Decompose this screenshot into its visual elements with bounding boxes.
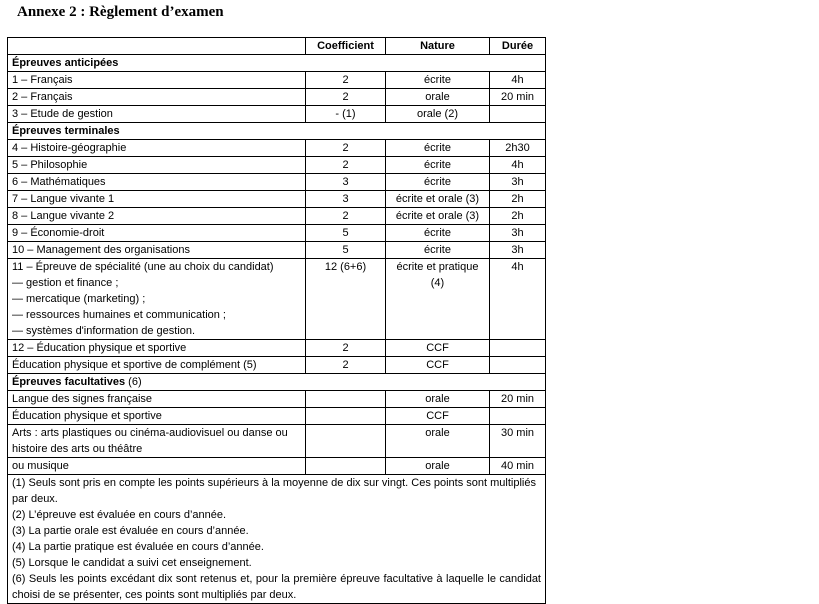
- cell-nature: orale (2): [386, 106, 490, 123]
- table-row: [8, 106, 546, 123]
- table-row: [8, 157, 546, 174]
- cell-epreuve: 6 – Mathématiques: [8, 174, 306, 191]
- cell-nature: CCF: [386, 357, 490, 374]
- table-row: [8, 72, 546, 89]
- cell-coefficient: 3: [306, 174, 386, 191]
- footnote: (1) Seuls sont pris en compte les points supérieurs à la moyenne de dix sur vingt. Ces points sont multipliés par deux.: [12, 477, 536, 505]
- cell-nature: écrite: [386, 242, 490, 259]
- header-coefficient: Coefficient: [306, 38, 386, 55]
- exam-rules-table: [7, 37, 546, 604]
- cell-duree: 4h: [490, 72, 546, 89]
- table-row: [8, 225, 546, 242]
- cell-nature: orale: [386, 458, 490, 475]
- cell-coefficient: 2: [306, 72, 386, 89]
- cell-coefficient: 2: [306, 140, 386, 157]
- cell-coefficient: 3: [306, 191, 386, 208]
- cell-duree: [490, 340, 546, 357]
- cell-coefficient: [306, 425, 386, 458]
- cell-duree: 40 min: [490, 458, 546, 475]
- cell-epreuve: 9 – Économie-droit: [8, 225, 306, 242]
- cell-duree: 20 min: [490, 391, 546, 408]
- section-footnote-ref: (6): [125, 376, 142, 388]
- cell-epreuve: ou musique: [8, 458, 306, 475]
- cell-nature: écrite: [386, 157, 490, 174]
- footnote: (6) Seuls les points excédant dix sont retenus et, pour la première épreuve facultative à laquelle le candidat choisi de se présenter, ces points sont multipliés par deux.: [12, 573, 541, 601]
- cell-epreuve: 4 – Histoire-géographie: [8, 140, 306, 157]
- specialite-option: — gestion et finance ;: [12, 277, 119, 289]
- cell-coefficient: [306, 391, 386, 408]
- cell-coefficient: 5: [306, 242, 386, 259]
- cell-epreuve: Arts : arts plastiques ou cinéma-audiovisuel ou danse ou histoire des arts ou théâtre: [8, 425, 306, 458]
- section-row-facultatives: [8, 374, 546, 391]
- cell-nature: écrite: [386, 140, 490, 157]
- page-title: Annexe 2 : Règlement d’examen: [17, 4, 224, 20]
- cell-coefficient: 2: [306, 340, 386, 357]
- header-nature: Nature: [386, 38, 490, 55]
- specialite-option: — systèmes d'information de gestion.: [12, 325, 196, 337]
- header-epreuve: [8, 38, 306, 55]
- cell-epreuve: Éducation physique et sportive: [8, 408, 306, 425]
- cell-coefficient: - (1): [306, 106, 386, 123]
- footnote: (3) La partie orale est évaluée en cours d’année.: [12, 525, 249, 537]
- cell-coefficient: 2: [306, 157, 386, 174]
- cell-nature: CCF: [386, 408, 490, 425]
- cell-nature: CCF: [386, 340, 490, 357]
- cell-coefficient: 12 (6+6): [306, 259, 386, 340]
- section-row-terminales: [8, 123, 546, 140]
- cell-epreuve: 3 – Etude de gestion: [8, 106, 306, 123]
- table-row: [8, 89, 546, 106]
- cell-epreuve: 8 – Langue vivante 2: [8, 208, 306, 225]
- cell-nature: orale: [386, 425, 490, 458]
- cell-coefficient: 2: [306, 89, 386, 106]
- nature-line: écrite et pratique: [396, 261, 479, 273]
- cell-epreuve: 1 – Français: [8, 72, 306, 89]
- table-row: [8, 391, 546, 408]
- cell-duree: 20 min: [490, 89, 546, 106]
- cell-coefficient: [306, 408, 386, 425]
- footnote: (2) L’épreuve est évaluée en cours d’année.: [12, 509, 227, 521]
- cell-duree: [490, 408, 546, 425]
- cell-nature: [386, 259, 490, 340]
- footnotes: [8, 475, 546, 604]
- cell-duree: 4h: [490, 259, 546, 340]
- footnote: (5) Lorsque le candidat a suivi cet enseignement.: [12, 557, 252, 569]
- specialite-title: 11 – Épreuve de spécialité (une au choix du candidat): [12, 261, 274, 273]
- cell-duree: 3h: [490, 174, 546, 191]
- cell-epreuve: 2 – Français: [8, 89, 306, 106]
- section-heading-anticipees: Épreuves anticipées: [8, 55, 546, 72]
- cell-epreuve: 12 – Éducation physique et sportive: [8, 340, 306, 357]
- nature-line: (4): [430, 277, 445, 289]
- cell-epreuve-specialite: [8, 259, 306, 340]
- cell-nature: écrite: [386, 225, 490, 242]
- cell-epreuve: 5 – Philosophie: [8, 157, 306, 174]
- cell-duree: 2h30: [490, 140, 546, 157]
- section-title-facultatives: Épreuves facultatives: [12, 376, 126, 388]
- cell-duree: 3h: [490, 225, 546, 242]
- table-header-row: [8, 38, 546, 55]
- cell-epreuve: Langue des signes française: [8, 391, 306, 408]
- cell-coefficient: 2: [306, 208, 386, 225]
- header-duree: Durée: [490, 38, 546, 55]
- section-heading-terminales: Épreuves terminales: [8, 123, 546, 140]
- cell-duree: [490, 357, 546, 374]
- cell-duree: 30 min: [490, 425, 546, 458]
- footnote: (4) La partie pratique est évaluée en cours d’année.: [12, 541, 264, 553]
- cell-duree: 4h: [490, 157, 546, 174]
- cell-duree: 2h: [490, 191, 546, 208]
- table-row: [8, 174, 546, 191]
- cell-duree: 2h: [490, 208, 546, 225]
- cell-nature: écrite et orale (3): [386, 208, 490, 225]
- specialite-option: — mercatique (marketing) ;: [12, 293, 146, 305]
- cell-epreuve: Éducation physique et sportive de complément (5): [8, 357, 306, 374]
- cell-nature: orale: [386, 391, 490, 408]
- table-row: [8, 242, 546, 259]
- cell-epreuve: 10 – Management des organisations: [8, 242, 306, 259]
- cell-nature: écrite: [386, 72, 490, 89]
- cell-epreuve: 7 – Langue vivante 1: [8, 191, 306, 208]
- cell-coefficient: 5: [306, 225, 386, 242]
- specialite-option: — ressources humaines et communication ;: [12, 309, 226, 321]
- table-row: [8, 408, 546, 425]
- cell-duree: [490, 106, 546, 123]
- cell-nature: écrite et orale (3): [386, 191, 490, 208]
- table-row: [8, 458, 546, 475]
- table-row: [8, 425, 546, 458]
- table-row: [8, 357, 546, 374]
- section-heading-facultatives: [8, 374, 546, 391]
- table-row-specialite: [8, 259, 546, 340]
- table-row: [8, 340, 546, 357]
- section-row-anticipees: [8, 55, 546, 72]
- table-row: [8, 191, 546, 208]
- notes-row: [8, 475, 546, 604]
- cell-duree: 3h: [490, 242, 546, 259]
- cell-nature: orale: [386, 89, 490, 106]
- cell-coefficient: 2: [306, 357, 386, 374]
- table-row: [8, 208, 546, 225]
- cell-nature: écrite: [386, 174, 490, 191]
- table-row: [8, 140, 546, 157]
- cell-coefficient: [306, 458, 386, 475]
